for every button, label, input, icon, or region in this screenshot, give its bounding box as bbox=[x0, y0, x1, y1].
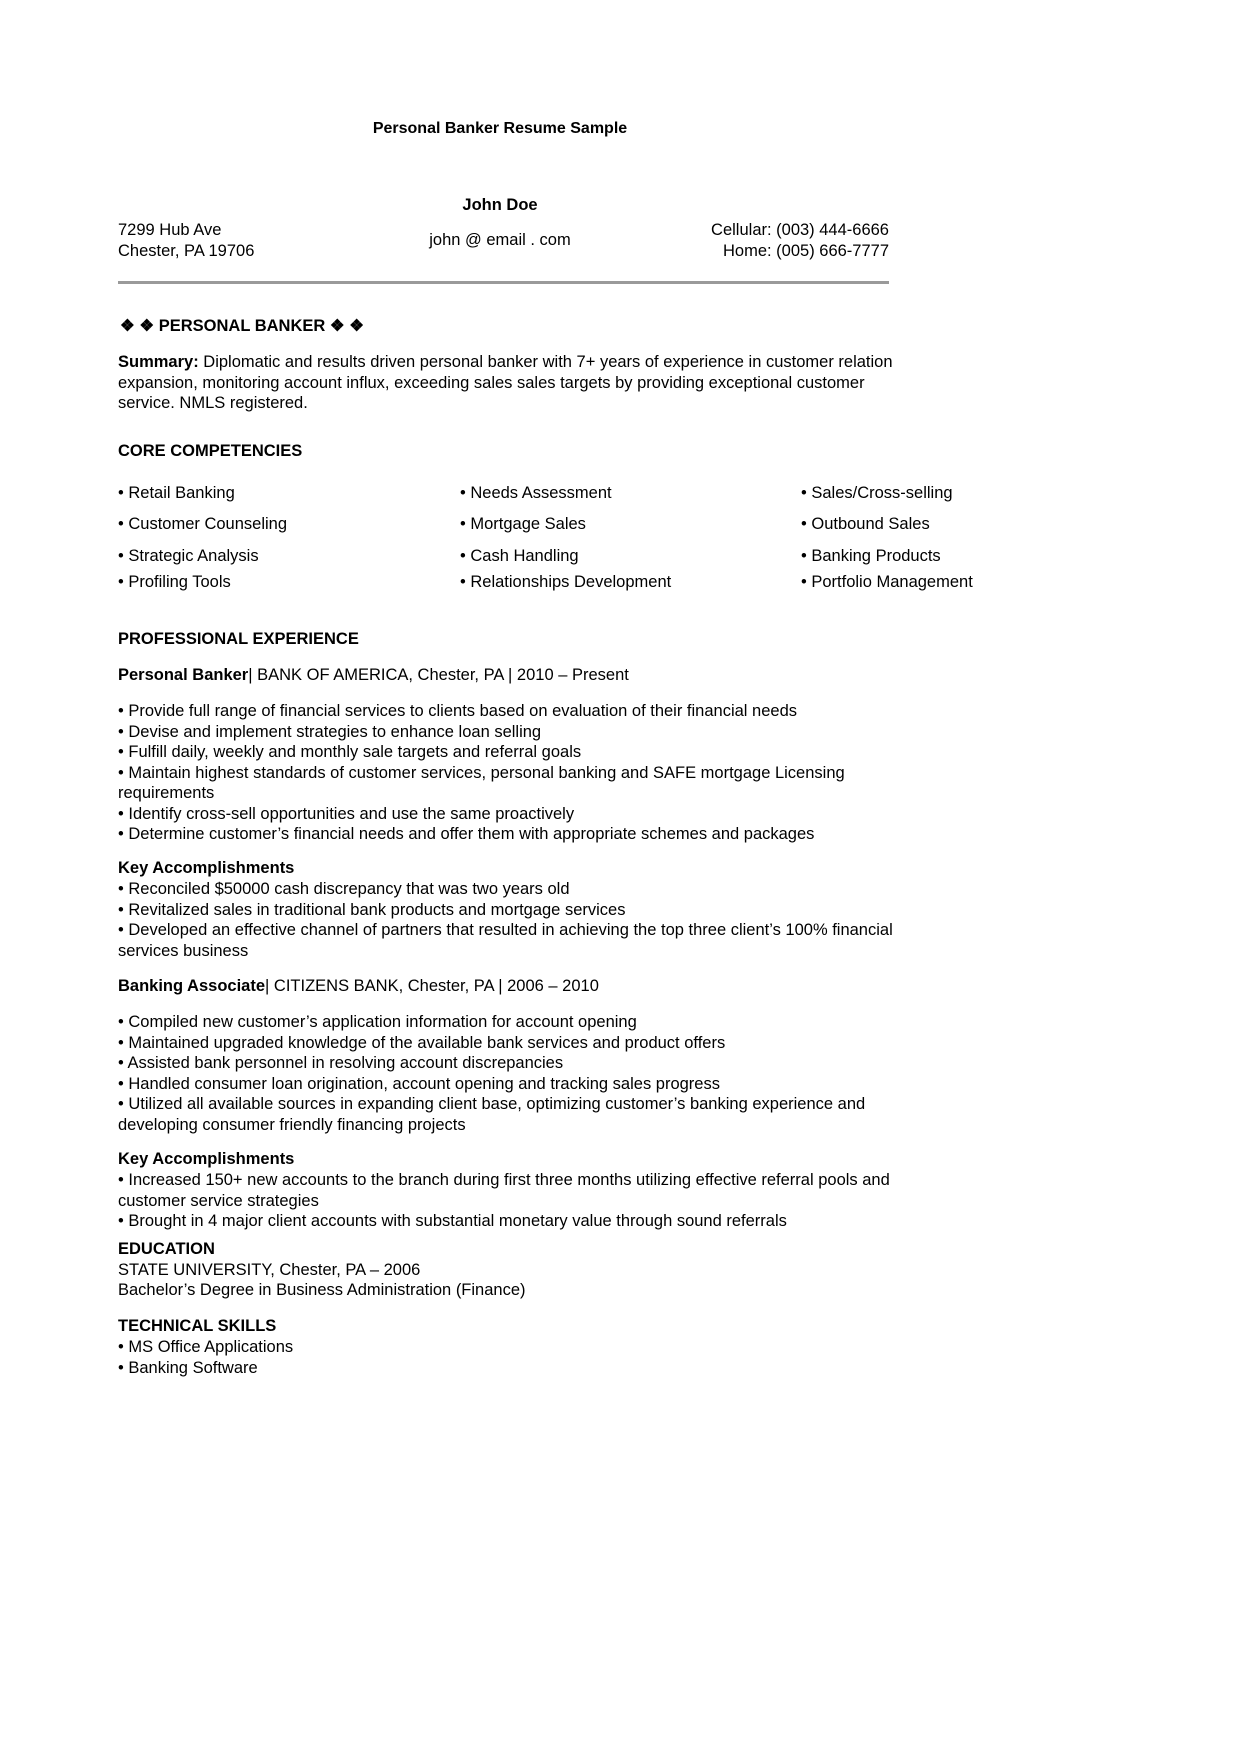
summary-label: Summary: bbox=[118, 353, 199, 371]
competency-item: • Strategic Analysis bbox=[118, 547, 259, 565]
competency-item: • Mortgage Sales bbox=[460, 515, 586, 533]
list-item: • Provide full range of financial services to clients based on evaluation of their financial needs bbox=[118, 702, 798, 720]
list-item: • Handled consumer loan origination, account opening and tracking sales progress bbox=[118, 1074, 720, 1093]
competency-item: • Needs Assessment bbox=[460, 484, 612, 502]
education-heading: EDUCATION bbox=[118, 1240, 215, 1258]
list-item: • Identify cross-sell opportunities and use the same proactively bbox=[118, 804, 575, 823]
headline: ❖ ❖ PERSONAL BANKER ❖ ❖ bbox=[120, 317, 365, 335]
accomplishments-heading: Key Accomplishments bbox=[118, 859, 295, 877]
list-item: • Determine customer’s financial needs and offer them with appropriate schemes and packages bbox=[118, 825, 815, 843]
job-header-banking-associate bbox=[118, 977, 599, 996]
list-item: • Revitalized sales in traditional bank products and mortgage services bbox=[118, 900, 626, 919]
address-line-2: Chester, PA 19706 bbox=[118, 242, 255, 260]
competency-item: • Outbound Sales bbox=[801, 515, 930, 533]
list-item: • Increased 150+ new accounts to the branch during first three months utilizing effective referral pools and customer service strategies bbox=[118, 1171, 890, 1210]
summary bbox=[118, 352, 898, 414]
candidate-name: John Doe bbox=[462, 196, 538, 214]
job-header-personal-banker bbox=[118, 666, 629, 685]
competency-item: • Relationships Development bbox=[460, 573, 672, 591]
job-details: | BANK OF AMERICA, Chester, PA | 2010 – Present bbox=[248, 666, 629, 684]
job-title: Banking Associate bbox=[118, 977, 266, 995]
list-item: • MS Office Applications bbox=[118, 1338, 294, 1356]
list-item: • Reconciled $50000 cash discrepancy that was two years old bbox=[118, 880, 570, 898]
experience-heading: PROFESSIONAL EXPERIENCE bbox=[118, 630, 359, 648]
header-divider bbox=[118, 281, 889, 284]
document-title: Personal Banker Resume Sample bbox=[372, 120, 628, 137]
competency-item: • Customer Counseling bbox=[118, 515, 288, 533]
competency-item: • Cash Handling bbox=[460, 547, 579, 565]
skills-heading: TECHNICAL SKILLS bbox=[118, 1317, 277, 1335]
accomplishments-heading: Key Accomplishments bbox=[118, 1150, 295, 1168]
job-details: | CITIZENS BANK, Chester, PA | 2006 – 2010 bbox=[265, 977, 599, 995]
list-item: • Utilized all available sources in expanding client base, optimizing customer’s banking experience and developing consumer friendly financing projects bbox=[118, 1095, 866, 1134]
competency-item: • Portfolio Management bbox=[801, 573, 973, 591]
list-item: • Maintain highest standards of customer services, personal banking and SAFE mortgage Licensing requirements bbox=[118, 763, 845, 802]
job-duties-list bbox=[118, 701, 908, 845]
competencies-heading: CORE COMPETENCIES bbox=[118, 442, 303, 460]
education-school: STATE UNIVERSITY, Chester, PA – 2006 bbox=[118, 1261, 421, 1279]
list-item: • Maintained upgraded knowledge of the available bank services and product offers bbox=[118, 1033, 726, 1052]
list-item: • Brought in 4 major client accounts with substantial monetary value through sound referrals bbox=[118, 1212, 787, 1230]
job-title: Personal Banker bbox=[118, 666, 249, 684]
email-text: john @ email . com bbox=[429, 231, 571, 249]
list-item: • Compiled new customer’s application information for account opening bbox=[118, 1013, 637, 1031]
list-item: • Developed an effective channel of partners that resulted in achieving the top three client’s 100% financial services business bbox=[118, 921, 893, 960]
competency-item: • Profiling Tools bbox=[118, 573, 231, 591]
competency-item: • Sales/Cross-selling bbox=[801, 484, 953, 502]
education-degree: Bachelor’s Degree in Business Administration (Finance) bbox=[118, 1281, 526, 1299]
competency-item: • Banking Products bbox=[801, 547, 941, 565]
list-item: • Banking Software bbox=[118, 1358, 258, 1377]
home-phone: Home: (005) 666-7777 bbox=[722, 242, 889, 260]
address-line-1: 7299 Hub Ave bbox=[118, 221, 222, 239]
accomplishments-list bbox=[118, 879, 908, 961]
job-duties-list bbox=[118, 1012, 908, 1135]
list-item: • Devise and implement strategies to enhance loan selling bbox=[118, 722, 542, 741]
skills-list bbox=[118, 1337, 908, 1378]
cellular-phone: Cellular: (003) 444-6666 bbox=[711, 221, 889, 239]
list-item: • Assisted bank personnel in resolving account discrepancies bbox=[118, 1054, 564, 1072]
accomplishments-list bbox=[118, 1170, 908, 1232]
competency-item: • Retail Banking bbox=[118, 484, 235, 502]
list-item: • Fulfill daily, weekly and monthly sale targets and referral goals bbox=[118, 743, 582, 761]
phone-block bbox=[711, 220, 889, 262]
summary-text: Diplomatic and results driven personal banker with 7+ years of experience in customer relation expansion, monitoring account influx, exceeding sales sales targets by providing exceptional customer service. NMLS registered. bbox=[118, 353, 893, 412]
